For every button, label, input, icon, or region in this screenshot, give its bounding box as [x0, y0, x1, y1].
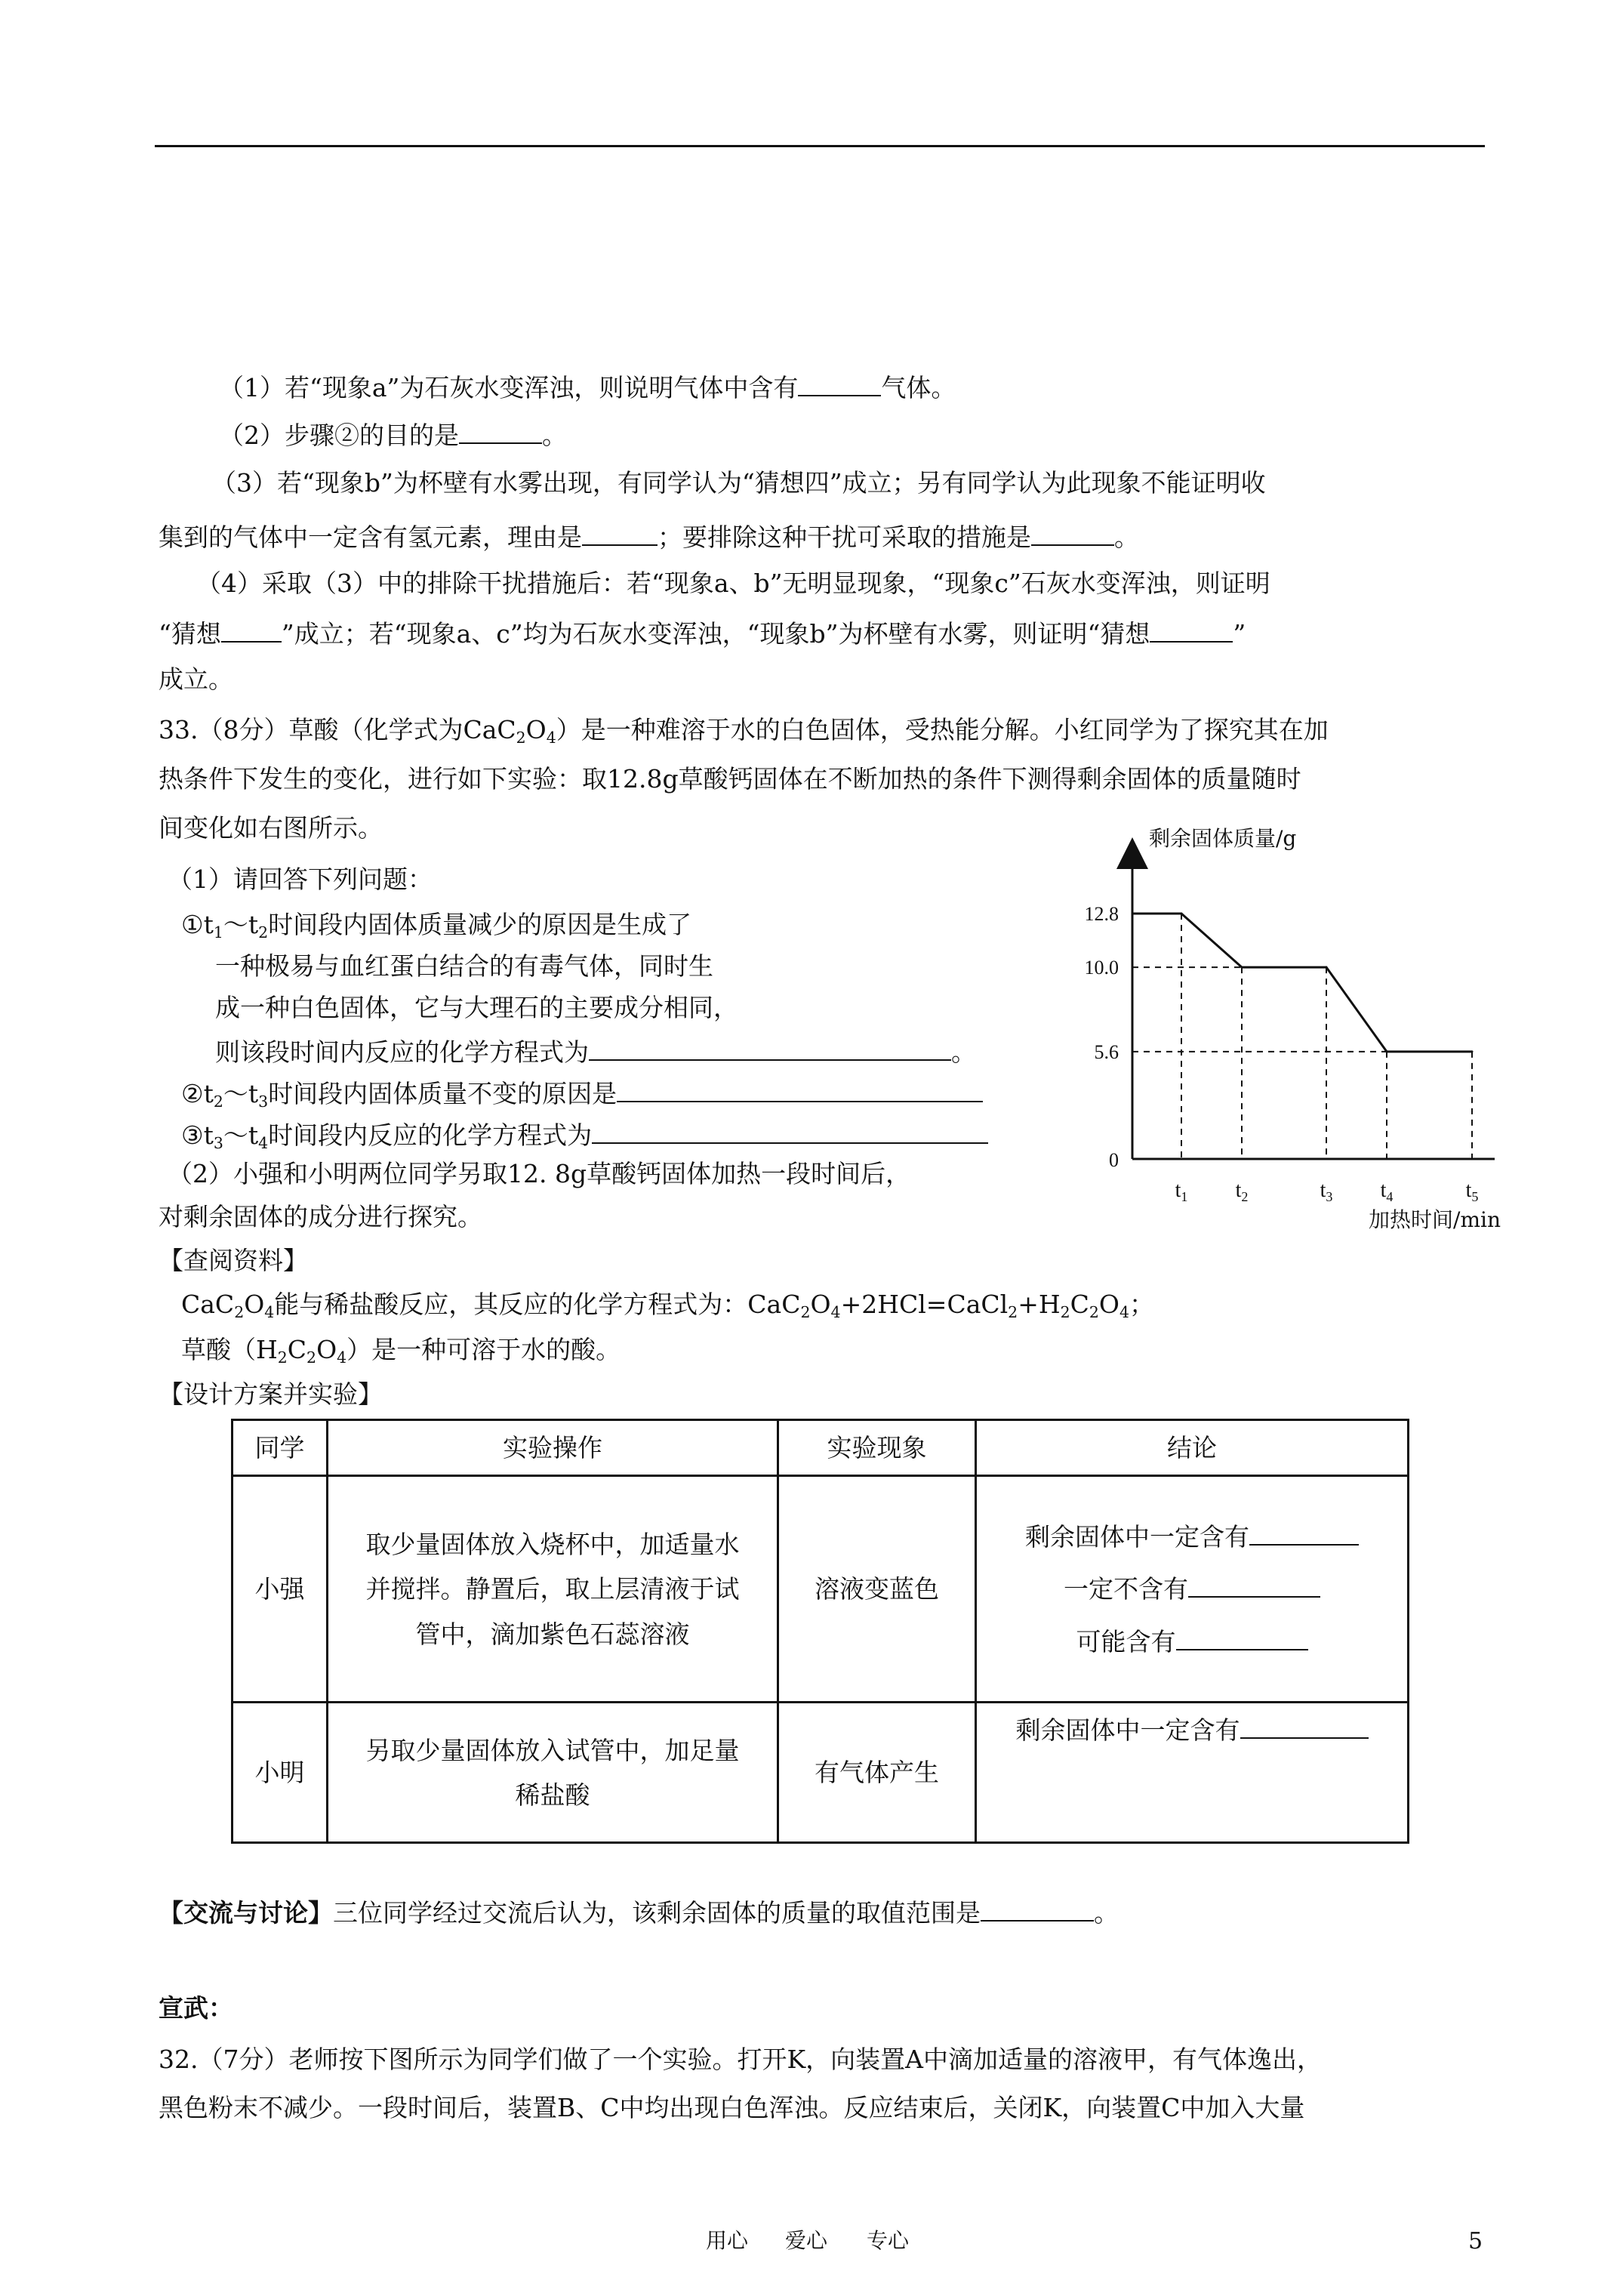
answer-blank[interactable] [1031, 519, 1114, 546]
header-conclusion: 结论 [976, 1420, 1409, 1476]
header-phenomenon: 实验现象 [778, 1420, 976, 1476]
q33-sub1-b: $②t_2\sim t_3$时间段内固体质量不变的原因是 [181, 1076, 983, 1109]
x-tick-label: $t_5$ [1465, 1179, 1479, 1204]
cell-student: 小明 [233, 1703, 328, 1843]
q32-part3-line1: （3）若“现象b”为杯壁有水雾出现，有同学认为“猜想四”成立；另有同学认为此现象不能证明收 [211, 468, 1266, 498]
answer-blank[interactable] [1249, 1519, 1359, 1546]
chart-axes [1132, 853, 1495, 1159]
cell-conclusion [976, 1476, 1409, 1703]
experiment-table [231, 1419, 1409, 1844]
mass-time-chart [1049, 823, 1502, 1231]
chart-labels [1085, 826, 1501, 1231]
q33-sub2-line1: （2）小强和小明两位同学另取12. 8g草酸钙固体加热一段时间后， [168, 1159, 911, 1188]
cell-operation [328, 1476, 778, 1703]
discussion-line: 【交流与讨论】三位同学经过交流后认为，该剩余固体的质量的取值范围是 。 [159, 1895, 1119, 1928]
q33-sub1-a-line4: 则该段时间内反应的化学方程式为 。 [215, 1034, 976, 1068]
cell-student: 小强 [233, 1476, 328, 1703]
cell-operation [328, 1703, 778, 1843]
data-point [1386, 1050, 1388, 1052]
q33-sub1-a-line1: $①t_1\sim t_2$时间段内固体质量减少的原因是生成了 [181, 910, 692, 942]
q33-intro-line2: 热条件下发生的变化，进行如下实验：取12.8g草酸钙固体在不断加热的条件下测得剩余固体的质量随时 [159, 764, 1301, 794]
q32-part3-line2: 集到的气体中一定含有氢元素，理由是 ；要排除这种干扰可采取的措施是 。 [159, 519, 1139, 553]
equation-blank[interactable] [589, 1034, 951, 1061]
mass-line [1132, 914, 1472, 1052]
cell-conclusion [976, 1703, 1409, 1843]
cell-phenomenon: 有气体产生 [778, 1703, 976, 1843]
header-rule [155, 145, 1485, 147]
data-point [1181, 913, 1183, 915]
y-axis-title: 剩余固体质量/g [1149, 826, 1297, 851]
answer-blank[interactable] [1240, 1712, 1369, 1739]
operation-line: 另取少量固体放入试管中，加足量 [365, 1735, 740, 1765]
q33-sub1-a-line3: 成一种白色固体，它与大理石的主要成分相同， [215, 993, 738, 1022]
q32-part1: （1）若“现象a”为石灰水变浑浊，则说明气体中含有 气体。 [219, 370, 956, 403]
q33-sub1-c: $③t_3\sim t_4$时间段内反应的化学方程式为 [181, 1117, 988, 1151]
answer-blank[interactable] [798, 370, 881, 396]
conclusion-line: 可能含有 [984, 1620, 1400, 1664]
xuanwu-q32-line2: 黑色粉末不减少。一段时间后，装置B、C中均出现白色浑浊。反应结束后，关闭K，向装置C中加入大量 [159, 2093, 1305, 2122]
answer-blank[interactable] [617, 1076, 983, 1102]
q32-part2: （2）步骤②的目的是 。 [219, 418, 567, 451]
conclusion-line: 剩余固体中一定含有 [984, 1515, 1400, 1559]
y-tick-label: 0 [1109, 1149, 1119, 1171]
chart-guides [1132, 914, 1472, 1159]
table-row-xiaoqiang [233, 1476, 1409, 1703]
operation-line: 管中，滴加紫色石蕊溶液 [415, 1619, 690, 1649]
cell-phenomenon: 溶液变蓝色 [778, 1476, 976, 1703]
conclusion-line: 一定不含有 [984, 1567, 1400, 1611]
reference-line2: 草酸$(H_2C_2O_4)$是一种可溶于水的酸。 [181, 1335, 621, 1367]
x-tick-label: $t_3$ [1320, 1179, 1333, 1204]
operation-line: 取少量固体放入烧杯中，加适量水 [365, 1529, 740, 1559]
equation-blank[interactable] [592, 1117, 988, 1144]
footer-motto-2: 爱心 [785, 2228, 828, 2253]
design-title: 【设计方案并实验】 [159, 1379, 383, 1409]
reference-title: 【查阅资料】 [159, 1246, 308, 1275]
q33-intro-line1: 33.（8分）草酸（化学式为$CaC_2O_4$）是一种难溶于水的白色固体，受热能分解。小红同学为了探究其在加 [159, 715, 1329, 747]
y-tick-label: 10.0 [1084, 957, 1119, 979]
data-point [1241, 966, 1243, 969]
q32-part4-line1: （4）采取（3）中的排除干扰措施后：若“现象a、b”无明显现象，“现象c”石灰水变浑浊，则证明 [196, 569, 1270, 598]
answer-blank[interactable] [582, 519, 658, 546]
footer-motto-1: 用心 [706, 2228, 749, 2253]
chart-series [1132, 913, 1474, 1053]
x-tick-label: $t_1$ [1175, 1179, 1188, 1204]
q33-sub2-line2: 对剩余固体的成分进行探究。 [159, 1202, 482, 1231]
answer-blank[interactable] [1188, 1571, 1320, 1598]
table-row-xiaoming [233, 1703, 1409, 1843]
q32-part4-line3: 成立。 [159, 664, 233, 694]
page-number: 5 [1468, 2228, 1483, 2254]
y-tick-label: 5.6 [1094, 1040, 1119, 1063]
answer-blank[interactable] [981, 1895, 1094, 1922]
section-title-xuanwu: 宣武： [159, 1993, 233, 2023]
q33-intro-line3: 间变化如右图所示。 [159, 813, 383, 843]
data-point [1326, 966, 1328, 969]
x-tick-label: $t_4$ [1380, 1179, 1394, 1204]
x-axis-title: 加热时间/min [1369, 1207, 1501, 1231]
x-tick-label: $t_2$ [1235, 1179, 1249, 1204]
q32-part4-line2: “猜想 ”成立；若“现象a、c”均为石灰水变浑浊，“现象b”为杯壁有水雾，则证明“猜想 ” [159, 616, 1246, 649]
q33-sub1-a-line2: 一种极易与血红蛋白结合的有毒气体，同时生 [215, 951, 713, 981]
footer-motto-3: 专心 [867, 2228, 910, 2253]
answer-blank[interactable] [459, 418, 542, 444]
table-header-row [233, 1420, 1409, 1476]
conclusion-line: 剩余固体中一定含有 [984, 1708, 1400, 1752]
q33-sub1-title: （1）请回答下列问题： [168, 864, 433, 894]
data-point [1471, 1050, 1474, 1052]
operation-line: 稀盐酸 [515, 1780, 590, 1810]
answer-blank[interactable] [221, 616, 282, 643]
data-point [1132, 913, 1134, 915]
reference-line1: $CaC_2O_4$能与稀盐酸反应，其反应的化学方程式为：$CaC_2O_4+2HCl=CaCl_2+H_2C_2O_4$； [181, 1290, 1154, 1322]
header-student: 同学 [233, 1420, 328, 1476]
xuanwu-q32-line1: 32.（7分）老师按下图所示为同学们做了一个实验。打开K，向装置A中滴加适量的溶液甲，有气体逸出， [159, 2045, 1322, 2074]
operation-line: 并搅拌。静置后，取上层清液于试 [365, 1574, 740, 1604]
answer-blank[interactable] [1176, 1624, 1308, 1650]
y-tick-label: 12.8 [1084, 903, 1119, 925]
header-operation: 实验操作 [328, 1420, 778, 1476]
answer-blank[interactable] [1150, 616, 1233, 643]
